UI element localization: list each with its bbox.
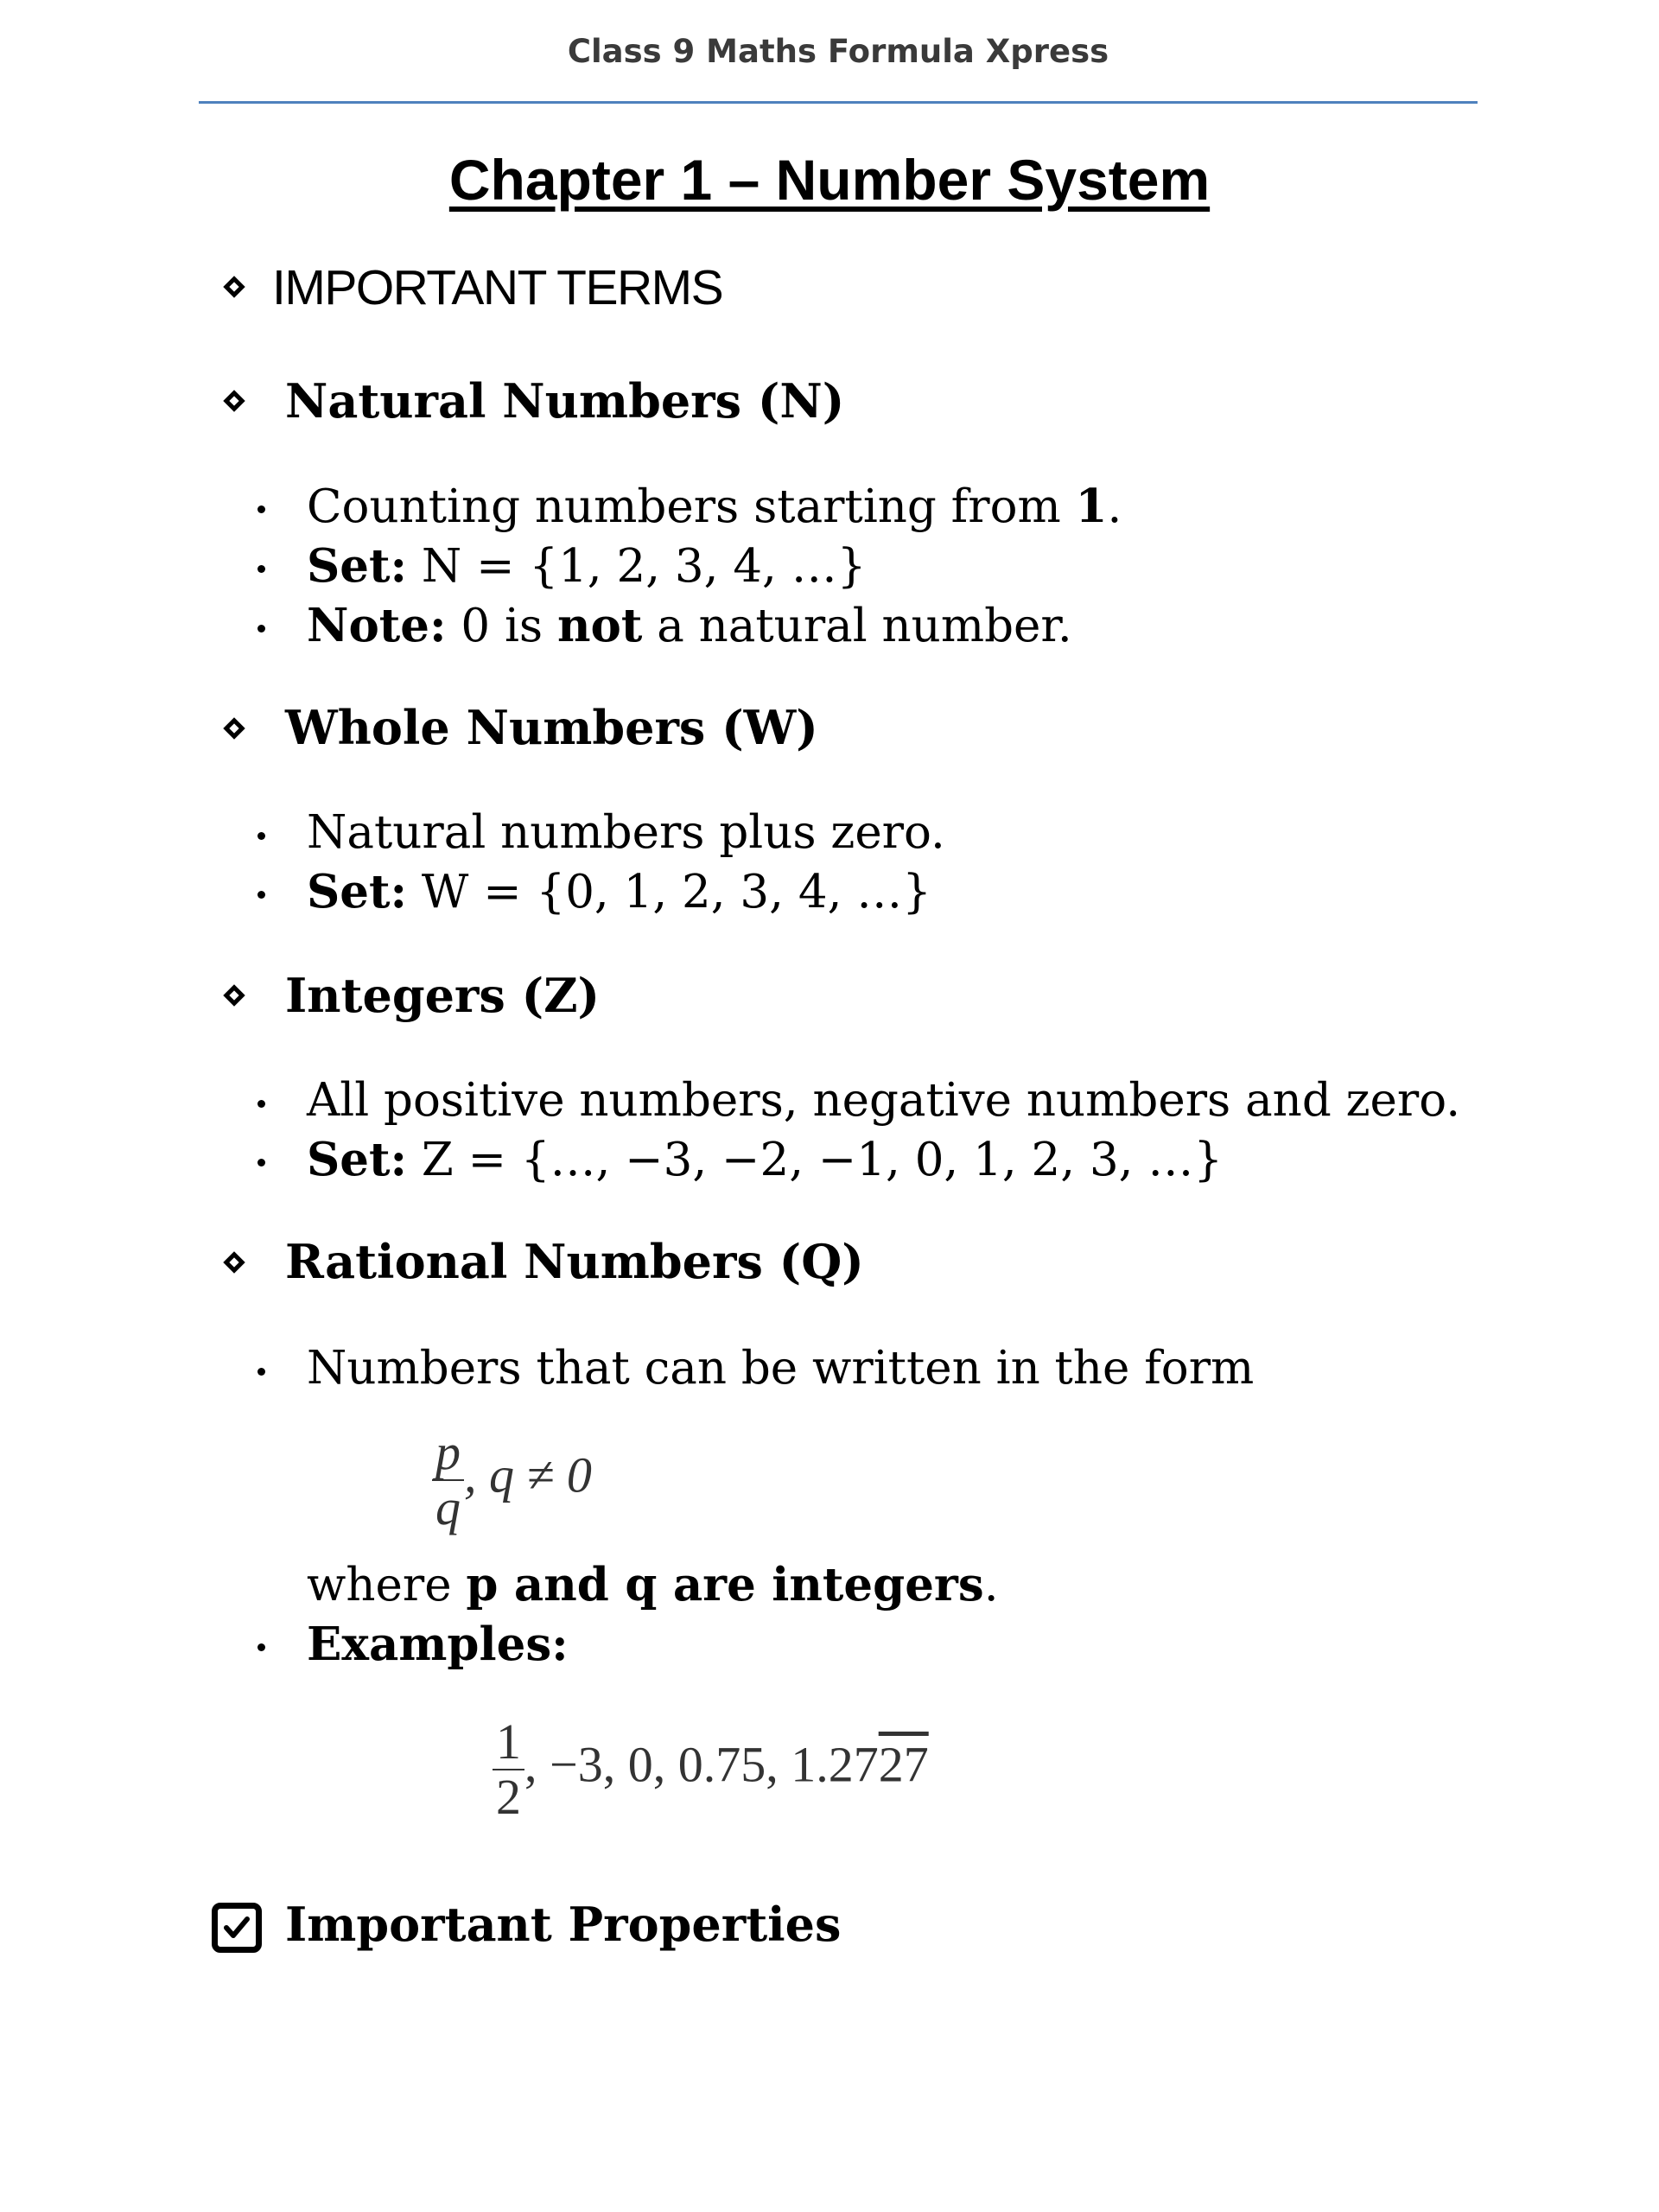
list-item: Numbers that can be written in the form bbox=[0, 1339, 1254, 1398]
list-item: Set: Z = {…, −3, −2, −1, 0, 1, 2, 3, …} bbox=[0, 1130, 1460, 1190]
list-item: All positive numbers, negative numbers and zero. bbox=[0, 1071, 1460, 1130]
header-divider bbox=[199, 101, 1478, 104]
list-item: Natural numbers plus zero. bbox=[0, 804, 945, 862]
section-title-integers: Integers (Z) bbox=[285, 968, 601, 1023]
rational-bullet-list bbox=[0, 1339, 1254, 1398]
examples-formula: $\frac{1}{2}$ , −3, 0, 0.75, 1.2727 bbox=[493, 1715, 929, 1824]
list-item: Counting numbers starting from 1. bbox=[0, 477, 1122, 537]
diamond-bullet-icon bbox=[223, 984, 245, 1006]
rational-form-formula: $\frac{p}{q}$ , q ≠ 0 bbox=[432, 1426, 592, 1535]
diamond-bullet-icon bbox=[223, 1251, 245, 1273]
whole-bullet-list bbox=[0, 804, 945, 922]
list-item: Note: 0 is not a natural number. bbox=[0, 596, 1122, 656]
integers-bullet-list bbox=[0, 1071, 1460, 1190]
page-header: Class 9 Maths Formula Xpress bbox=[567, 33, 1109, 70]
diamond-bullet-icon bbox=[223, 276, 245, 297]
diamond-bullet-icon bbox=[223, 717, 245, 739]
important-terms-heading: IMPORTANT TERMS bbox=[272, 260, 723, 315]
list-item: where p and q are integers. bbox=[307, 1558, 999, 1611]
natural-bullet-list bbox=[0, 477, 1122, 656]
fraction-p-over-q: $\frac{p}{q}$ bbox=[432, 1426, 464, 1535]
important-properties-heading: Important Properties bbox=[285, 1897, 842, 1952]
chapter-title: Chapter 1 – Number System bbox=[448, 148, 1211, 212]
diamond-bullet-icon bbox=[223, 390, 245, 411]
rational-bullet-list-2 bbox=[0, 1555, 999, 1675]
section-title-rational: Rational Numbers (Q) bbox=[285, 1234, 864, 1289]
list-item: Set: W = {0, 1, 2, 3, 4, …} bbox=[0, 862, 945, 922]
checkbox-icon bbox=[212, 1903, 262, 1953]
fraction-one-half: $\frac{1}{2}$ bbox=[493, 1715, 524, 1824]
list-item: Examples: bbox=[0, 1615, 999, 1675]
section-title-natural: Natural Numbers (N) bbox=[285, 373, 845, 429]
check-mark-icon bbox=[221, 1912, 252, 1943]
list-item: Set: N = {1, 2, 3, 4, …} bbox=[0, 537, 1122, 596]
section-title-whole: Whole Numbers (W) bbox=[285, 700, 818, 755]
